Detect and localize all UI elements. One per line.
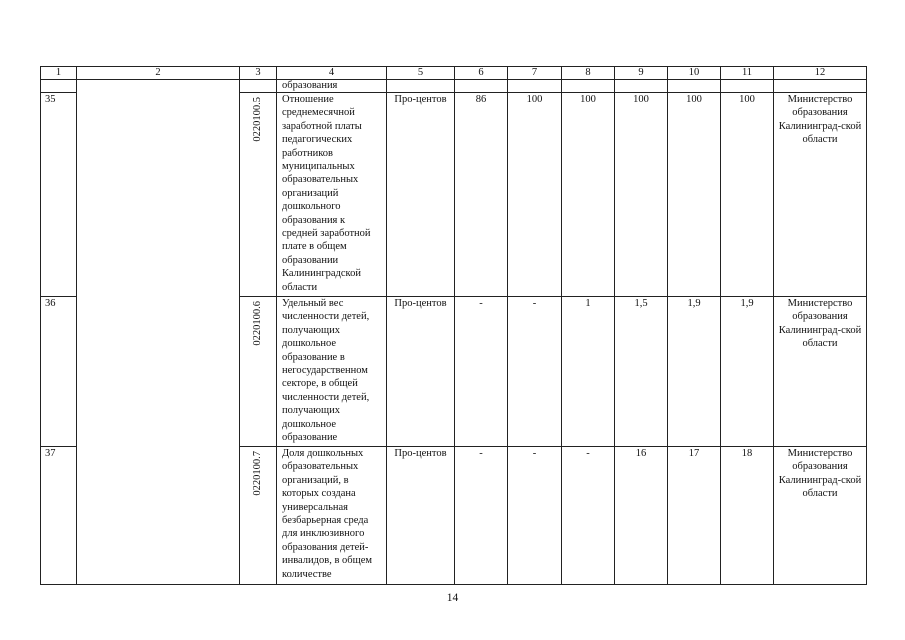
column-header: 4: [277, 67, 387, 80]
column-number-header-row: [41, 67, 867, 80]
value-col-11: 100: [721, 93, 774, 297]
column-header: 6: [455, 67, 508, 80]
responsible-body: Министерство образования Калининград-ской области: [774, 93, 867, 297]
value-col-10: 1,9: [668, 297, 721, 447]
column-header: 5: [387, 67, 455, 80]
value-col-10: 100: [668, 93, 721, 297]
value-col-9: 100: [615, 93, 668, 297]
value-col-11: 18: [721, 447, 774, 585]
continuation-row: [41, 80, 867, 93]
responsible-body: Министерство образования Калининград-ской области: [774, 297, 867, 447]
column-header: 9: [615, 67, 668, 80]
value-col-6: -: [455, 447, 508, 585]
row-number: 35: [41, 93, 77, 297]
value-col-8: 100: [562, 93, 615, 297]
value-col-8: -: [562, 447, 615, 585]
value-col-10: 17: [668, 447, 721, 585]
merged-empty-cell: [77, 80, 240, 585]
indicator-code-cell: [240, 297, 277, 447]
column-header: 1: [41, 67, 77, 80]
indicator-code: 0220100.7: [252, 451, 263, 496]
row-number: 37: [41, 447, 77, 585]
unit: Про-центов: [387, 297, 455, 447]
value-col-6: -: [455, 297, 508, 447]
indicator-name: Удельный вес численности детей, получающих дошкольное образование в негосударственном секторе, в общей численности детей, получающих дошкольное образование: [277, 297, 387, 447]
column-header: 8: [562, 67, 615, 80]
value-col-6: 86: [455, 93, 508, 297]
value-col-7: -: [508, 297, 562, 447]
indicator-code-cell: [240, 447, 277, 585]
indicator-name: Отношение среднемесячной заработной платы педагогических работников муниципальных образовательных организаций дошкольного образования к средней заработной плате в общем образовании Калининградской области: [277, 93, 387, 297]
value-col-8: 1: [562, 297, 615, 447]
column-header: 10: [668, 67, 721, 80]
row-number: 36: [41, 297, 77, 447]
value-col-9: 1,5: [615, 297, 668, 447]
unit: Про-центов: [387, 93, 455, 297]
indicator-code: 0220100.5: [252, 97, 263, 142]
column-header: 7: [508, 67, 562, 80]
responsible-body: Министерство образования Калининград-ской области: [774, 447, 867, 585]
unit: Про-центов: [387, 447, 455, 585]
value-col-9: 16: [615, 447, 668, 585]
page-number: 14: [446, 592, 459, 604]
column-header: 2: [77, 67, 240, 80]
continuation-text: образования: [277, 80, 387, 93]
value-col-11: 1,9: [721, 297, 774, 447]
value-col-7: -: [508, 447, 562, 585]
column-header: 11: [721, 67, 774, 80]
column-header: 12: [774, 67, 867, 80]
indicator-code: 0220100.6: [252, 301, 263, 346]
indicators-table: [40, 66, 867, 585]
value-col-7: 100: [508, 93, 562, 297]
indicator-name: Доля дошкольных образовательных организаций, в которых создана универсальная безбарьерная среда для инклюзивного образования детей-инвалидов, в общем количестве: [277, 447, 387, 585]
column-header: 3: [240, 67, 277, 80]
indicator-code-cell: [240, 93, 277, 297]
